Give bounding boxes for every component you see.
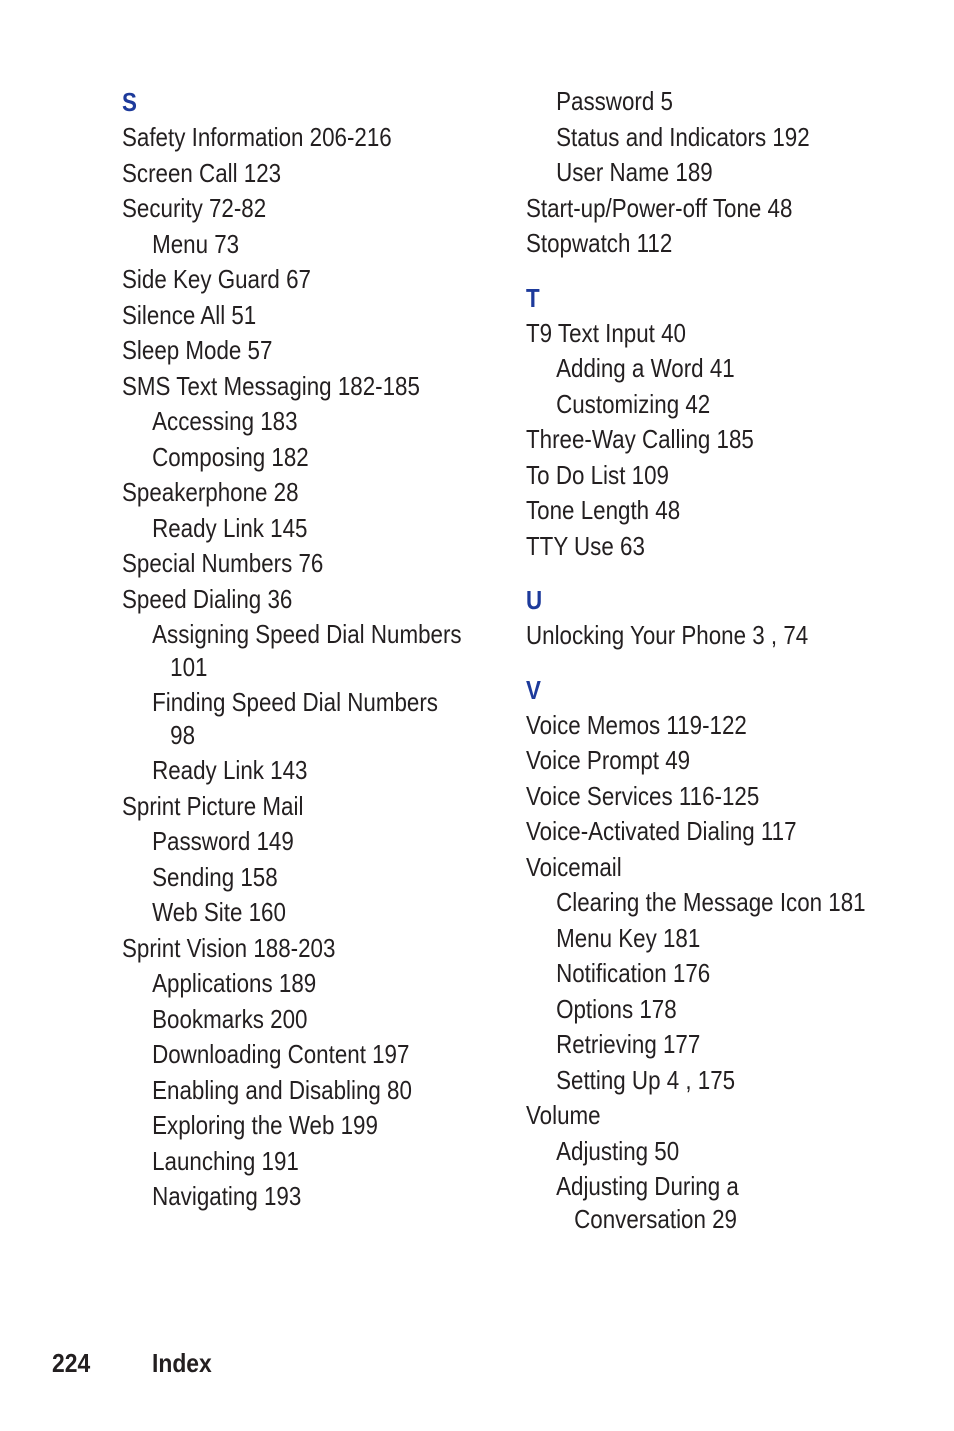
index-entry: Start-up/Power-off Tone 48 xyxy=(526,192,793,223)
section-letter-t: T xyxy=(526,282,540,313)
index-entry: Silence All 51 xyxy=(122,299,257,330)
index-entry: TTY Use 63 xyxy=(526,530,645,561)
index-subentry-continued: Conversation 29 xyxy=(574,1203,737,1234)
index-subentry: Accessing 183 xyxy=(152,406,298,436)
index-entry: Sprint Vision 188-203 xyxy=(122,932,336,963)
index-entry: Speakerphone 28 xyxy=(122,477,299,507)
index-subentry: Adding a Word 41 xyxy=(556,353,735,383)
index-subentry: Menu Key 181 xyxy=(556,922,701,953)
index-subentry: User Name 189 xyxy=(556,157,713,187)
index-entry: Speed Dialing 36 xyxy=(122,583,293,614)
index-entry: Volume xyxy=(526,1100,601,1130)
index-subentry: Ready Link 145 xyxy=(152,512,308,543)
index-entry: Stopwatch 112 xyxy=(526,228,673,258)
section-title: Index xyxy=(152,1348,212,1378)
section-letter-v: V xyxy=(526,674,541,705)
section-gap xyxy=(526,654,926,672)
index-subentry: Retrieving 177 xyxy=(556,1029,701,1059)
index-subentry: Launching 191 xyxy=(152,1145,299,1176)
index-entry: T9 Text Input 40 xyxy=(526,317,686,348)
section-letter-s: S xyxy=(122,87,137,117)
index-subentry: Options 178 xyxy=(556,993,677,1024)
index-entry: Sleep Mode 57 xyxy=(122,335,273,365)
index-subentry: Web Site 160 xyxy=(152,897,286,927)
index-subentry: Menu 73 xyxy=(152,228,240,259)
index-entry: Tone Length 48 xyxy=(526,495,681,525)
index-subentry: Bookmarks 200 xyxy=(152,1003,308,1034)
index-subentry: Customizing 42 xyxy=(556,388,711,419)
index-subentry: Enabling and Disabling 80 xyxy=(152,1074,412,1105)
page-number: 224 xyxy=(52,1348,91,1378)
index-subentry: Status and Indicators 192 xyxy=(556,121,810,152)
index-entry: Unlocking Your Phone 3 , 74 xyxy=(526,620,809,650)
index-entry: SMS Text Messaging 182-185 xyxy=(122,370,420,401)
index-subentry: Sending 158 xyxy=(152,861,278,892)
index-subentry: Navigating 193 xyxy=(152,1181,302,1211)
index-subentry: Password 149 xyxy=(152,826,294,856)
index-entry: Voicemail xyxy=(526,851,622,882)
index-entry: Voice Services 116-125 xyxy=(526,780,760,811)
index-subentry: Ready Link 143 xyxy=(152,755,308,785)
index-column-left xyxy=(122,84,492,1215)
section-letter-u: U xyxy=(526,585,543,615)
index-entry: Three-Way Calling 185 xyxy=(526,424,754,454)
index-subentry: Adjusting During a xyxy=(556,1171,739,1201)
section-gap xyxy=(526,564,926,582)
index-subentry: Notification 176 xyxy=(556,958,711,988)
index-subentry-continued: 101 xyxy=(170,651,208,682)
index-subentry: Applications 189 xyxy=(152,968,317,998)
index-entry: Voice-Activated Dialing 117 xyxy=(526,816,797,846)
index-subentry: Finding Speed Dial Numbers xyxy=(152,687,438,717)
index-subentry: Composing 182 xyxy=(152,441,309,472)
index-subentry-continued: 98 xyxy=(170,719,196,750)
index-entry: Special Numbers 76 xyxy=(122,548,324,578)
index-subentry: Downloading Content 197 xyxy=(152,1039,410,1069)
index-entry: Side Key Guard 67 xyxy=(122,264,311,294)
index-entry: Security 72-82 xyxy=(122,193,267,223)
section-gap xyxy=(526,262,926,280)
index-entry: Sprint Picture Mail xyxy=(122,790,304,821)
index-subentry: Adjusting 50 xyxy=(556,1135,680,1166)
index-subentry: Clearing the Message Icon 181 xyxy=(556,887,866,917)
index-entry: Safety Information 206-216 xyxy=(122,122,392,152)
index-subentry: Setting Up 4 , 175 xyxy=(556,1064,736,1095)
index-subentry: Password 5 xyxy=(556,86,673,116)
index-entry: To Do List 109 xyxy=(526,459,669,490)
index-subentry: Exploring the Web 199 xyxy=(152,1110,378,1140)
index-entry: Screen Call 123 xyxy=(122,157,282,188)
index-entry: Voice Prompt 49 xyxy=(526,745,691,775)
index-column-right xyxy=(526,84,926,1237)
index-entry: Voice Memos 119-122 xyxy=(526,709,747,740)
index-subentry: Assigning Speed Dial Numbers xyxy=(152,619,462,649)
